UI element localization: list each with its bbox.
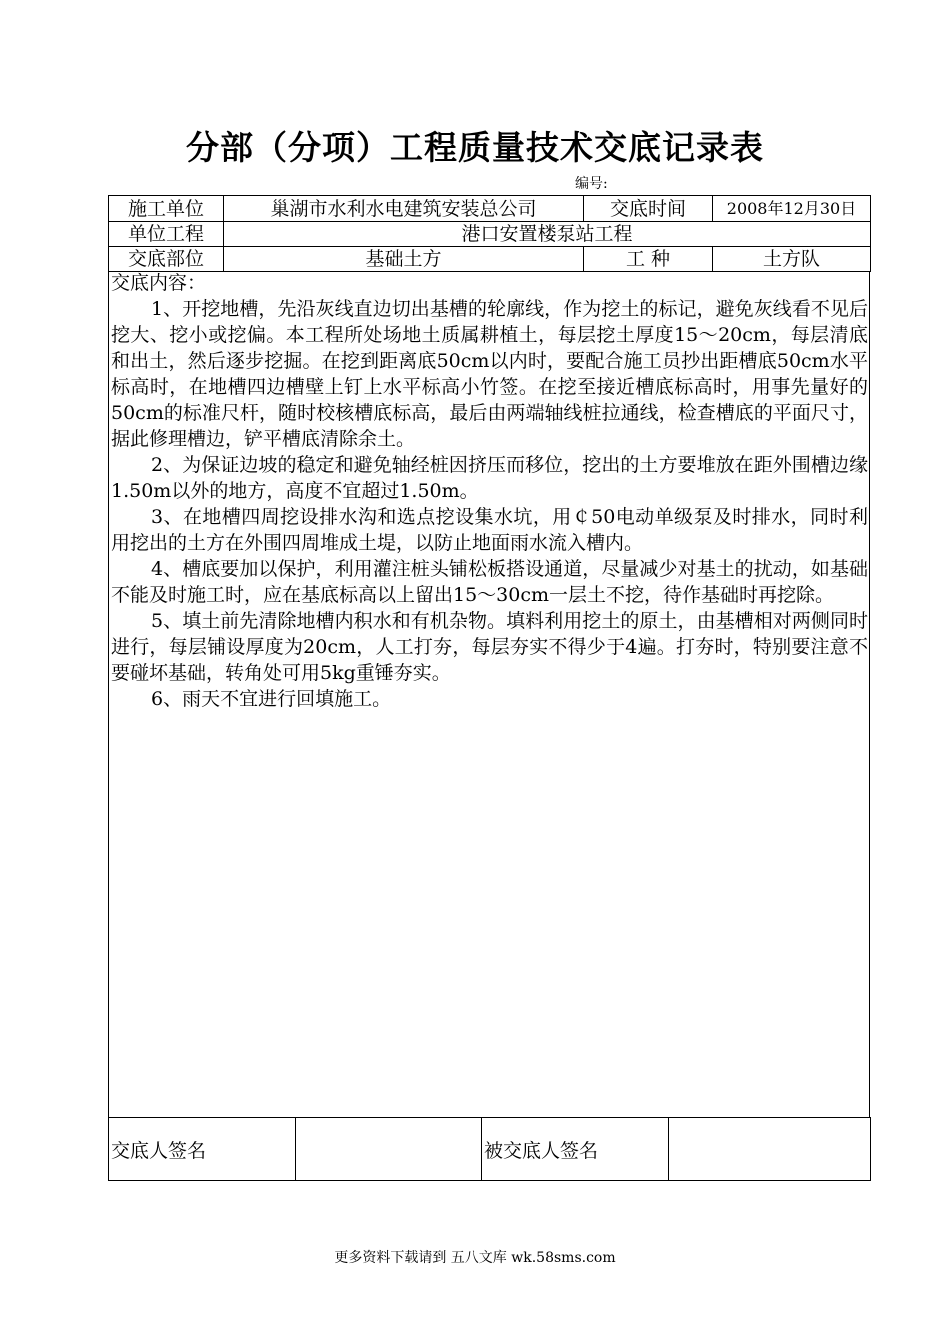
discloser-signature-label: 交底人签名	[109, 1118, 296, 1181]
trade-value: 土方队	[713, 247, 871, 272]
header-table	[108, 195, 871, 272]
trade-label: 工 种	[584, 247, 713, 272]
header-row-project	[109, 222, 871, 247]
disclosure-part-label: 交底部位	[109, 247, 224, 272]
footer-note: 更多资料下载请到 五八文库 wk.58sms.com	[334, 1250, 616, 1266]
disclosure-content-cell	[108, 271, 870, 1117]
content-paragraph: 3、在地槽四周挖设排水沟和选点挖设集水坑，用￠50电动单级泵及时排水，同时利用挖出的土方在外围四周堆成土堤，以防止地面雨水流入槽内。	[111, 506, 868, 554]
content-paragraph: 1、开挖地槽，先沿灰线直边切出基槽的轮廓线，作为挖土的标记，避免灰线看不见后挖大、挖小或挖偏。本工程所处场地土质属耕植土，每层挖土厚度15～20cm，每层清底和出土，然后逐步挖掘。在挖到距离底50cm以内时，要配合施工员抄出距槽底50cm水平标高时，在地槽四边槽壁上钉上水平标高小竹签。在挖至接近槽底标高时，用事先量好的50cm的标准尺杆，随时校核槽底标高，最后由两端轴线桩拉通线，检查槽底的平面尺寸，据此修理槽边，铲平槽底清除余土。	[111, 298, 868, 450]
discloser-signature-field[interactable]	[296, 1118, 482, 1181]
content-paragraph: 5、填土前先清除地槽内积水和有机杂物。填料利用挖土的原土，由基槽相对两侧同时进行，每层铺设厚度为20cm，人工打夯，每层夯实不得少于4遍。打夯时，特别要注意不要碰坏基础，转角处可用5kg重锤夯实。	[111, 610, 868, 684]
disclosure-part-value: 基础土方	[224, 247, 584, 272]
signature-table	[108, 1117, 871, 1181]
disclosure-time-label: 交底时间	[584, 196, 713, 222]
unit-project-value: 港口安置楼泵站工程	[224, 222, 871, 247]
header-row-unit	[109, 196, 871, 222]
content-paragraph: 6、雨天不宜进行回填施工。	[151, 688, 392, 710]
content-paragraph: 4、槽底要加以保护，利用灌注桩头铺松板搭设通道，尽量减少对基土的扰动，如基础不能及时施工时，应在基底标高以上留出15～30cm一层土不挖，待作基础时再挖除。	[111, 558, 868, 606]
unit-project-label: 单位工程	[109, 222, 224, 247]
content-paragraph: 2、为保证边坡的稳定和避免轴经桩因挤压而移位，挖出的土方要堆放在距外围槽边缘1.50m以外的地方，高度不宜超过1.50m。	[111, 454, 868, 502]
document-title: 分部（分项）工程质量技术交底记录表	[186, 128, 764, 167]
recipient-signature-label: 被交底人签名	[482, 1118, 669, 1181]
recipient-signature-field[interactable]	[669, 1118, 871, 1181]
construction-unit-label: 施工单位	[109, 196, 224, 222]
construction-unit-value: 巢湖市水利水电建筑安装总公司	[224, 196, 584, 222]
header-row-part	[109, 247, 871, 272]
content-label: 交底内容：	[111, 272, 207, 294]
disclosure-time-value: 2008年12月30日	[713, 196, 871, 222]
serial-number-label: 编号:	[575, 176, 608, 192]
